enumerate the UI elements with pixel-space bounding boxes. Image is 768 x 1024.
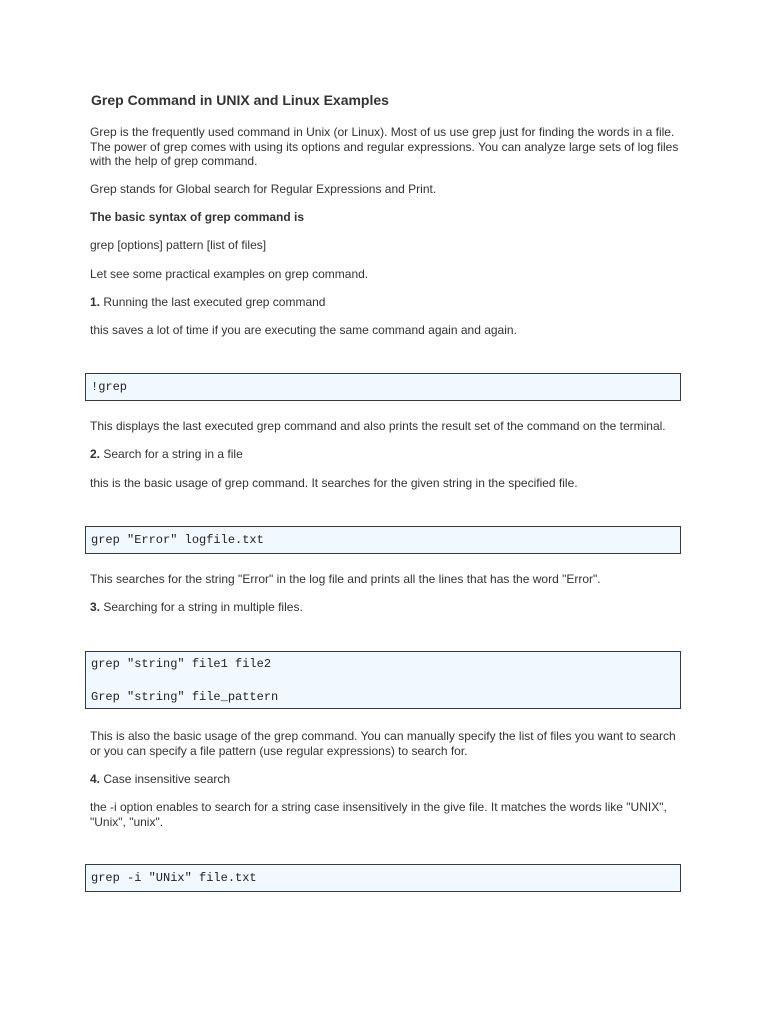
syntax-heading-text: The basic syntax of grep command is	[90, 210, 305, 224]
example-4-heading	[90, 772, 690, 787]
code-line: Grep "string" file_pattern	[91, 690, 279, 704]
intro-line: Grep is the frequently used command in Unix (or Linux). Most of us use grep just for finding the words in a file.	[90, 125, 675, 139]
example-4-code-block	[85, 864, 681, 892]
example-3-heading	[90, 600, 690, 615]
intro-paragraph	[90, 125, 690, 169]
example-number: 2.	[90, 447, 101, 461]
example-2-code-block	[85, 526, 681, 554]
syntax-heading	[90, 210, 690, 225]
code-line: !grep	[91, 380, 128, 394]
code-line: grep "Error" logfile.txt	[91, 533, 264, 547]
example-1-code-block	[85, 373, 681, 401]
desc-line: "Unix", "unix".	[90, 814, 164, 829]
example-heading-text: Search for a string in a file	[100, 447, 243, 461]
example-heading-text: Searching for a string in multiple files.	[100, 600, 303, 614]
example-heading-text: Running the last executed grep command	[100, 295, 326, 309]
example-2-after: This searches for the string "Error" in the log file and prints all the lines that has the word "Error".	[90, 572, 601, 586]
syntax-line: grep [options] pattern [list of files]	[90, 238, 267, 252]
example-1-heading	[90, 295, 690, 310]
code-line: grep -i "UNix" file.txt	[91, 871, 257, 885]
after-line: This is also the basic usage of the grep command. You can manually specify the list of files you want to search	[90, 729, 676, 743]
page-title: Grep Command in UNIX and Linux Examples	[91, 92, 389, 108]
example-3-code-block	[85, 651, 681, 709]
intro-line: with the help of grep command.	[90, 154, 258, 168]
example-number: 4.	[90, 772, 101, 786]
intro-line: The power of grep comes with using its options and regular expressions. You can analyze large sets of log files	[90, 139, 679, 154]
code-line: grep "string" file1 file2	[91, 657, 272, 671]
after-line: or you can specify a file pattern (use regular expressions) to search for.	[90, 743, 468, 758]
example-1-after: This displays the last executed grep command and also prints the result set of the command on the terminal.	[90, 419, 666, 433]
example-heading-text: Case insensitive search	[100, 772, 231, 786]
example-3-after	[90, 729, 690, 758]
stands-for-paragraph: Grep stands for Global search for Regular Expressions and Print.	[90, 182, 437, 196]
example-4-desc	[90, 800, 690, 829]
example-2-heading	[90, 447, 690, 462]
example-1-desc: this saves a lot of time if you are executing the same command again and again.	[90, 323, 517, 337]
desc-line: the -i option enables to search for a string case insensitively in the give file. It matches the words like "UNIX",	[90, 800, 667, 814]
example-2-desc: this is the basic usage of grep command. It searches for the given string in the specified file.	[90, 476, 578, 490]
example-number: 1.	[90, 295, 101, 309]
practical-intro: Let see some practical examples on grep command.	[90, 267, 369, 281]
example-number: 3.	[90, 600, 101, 614]
